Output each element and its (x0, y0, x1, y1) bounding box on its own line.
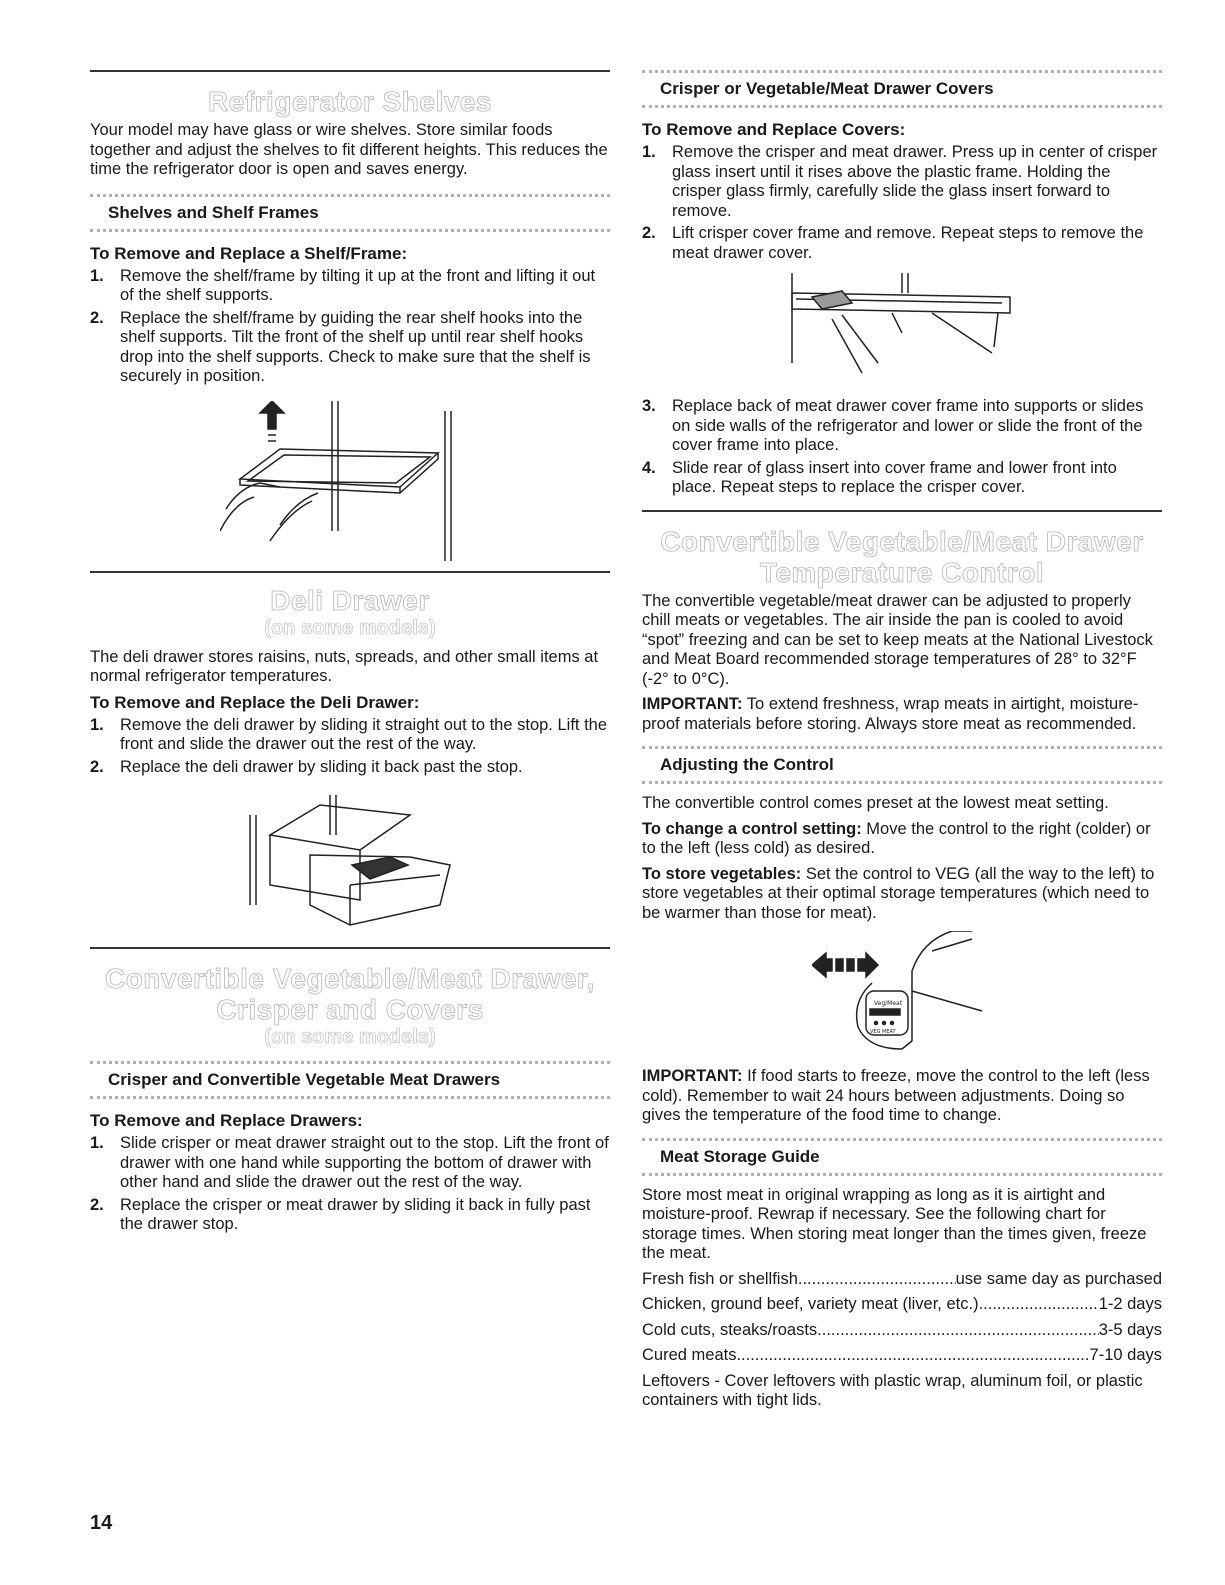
temperature-control-title-2: Temperature Control (759, 556, 1045, 588)
table-row: Cured meats ..... 7-10 days (642, 1346, 1162, 1366)
important-note-1: IMPORTANT: To extend freshness, wrap meats in airtight, moisture-proof materials before storing. Always store meat as recommended. (642, 695, 1139, 733)
meat-storage-chart (642, 1270, 1162, 1366)
cover-removal-illustration (782, 273, 1022, 383)
table-row: Cold cuts, steaks/roasts ..... 3-5 days (642, 1321, 1162, 1341)
deli-intro: The deli drawer stores raisins, nuts, spreads, and other small items at normal refrigerator temperatures. (90, 647, 599, 685)
section-rule (90, 947, 610, 949)
list-item: 2. Lift crisper cover frame and remove. Repeat steps to remove the meat drawer cover. (642, 224, 1144, 262)
list-item: 1. Slide crisper or meat drawer straight out to the stop. Lift the front of drawer with one hand while supporting the bottom of drawer with other hand and slide the drawer out the rest of the way. (90, 1134, 609, 1191)
table-row: Chicken, ground beef, variety meat (liver, etc.) ..... 1-2 days (642, 1295, 1162, 1315)
shelves-intro: Your model may have glass or wire shelves. Store similar foods together and adjust the shelves to fit different heights. This reduces the time the refrigerator door is open and saves energy. (90, 121, 608, 178)
section-rule (90, 571, 610, 573)
list-item: 1. Remove the deli drawer by sliding it straight out to the stop. Lift the front and slide the drawer out the rest of the way. (90, 715, 608, 753)
table-row: Fresh fish or shellfish ..... use same day as purchased (642, 1270, 1162, 1290)
shelf-remove-heading: To Remove and Replace a Shelf/Frame: (90, 243, 408, 263)
change-setting-note: To change a control setting: Move the control to the right (colder) or to the left (less cold) as desired. (642, 819, 1151, 857)
shelf-steps-list (90, 267, 610, 387)
meat-intro: Store most meat in original wrapping as long as it is airtight and moisture-proof. Rewrap if necessary. See the following chart for storage times. When storing meat longer than the times given, freeze the meat. (642, 1185, 1147, 1262)
list-item: 4. Slide rear of glass insert into cover frame and lower front into place. Repeat steps to replace the crisper cover. (642, 458, 1117, 496)
convertible-drawer-title-1: Convertible Vegetable/Meat Drawer, (104, 963, 596, 994)
adjusting-control-subhead: Adjusting the Control (642, 746, 1162, 784)
shelves-and-frames-subhead: Shelves and Shelf Frames (90, 194, 610, 232)
convertible-drawer-subtitle: (on some models) (264, 1026, 436, 1048)
cover-steps-list-a (642, 143, 1162, 263)
leftovers-note: Leftovers - Cover leftovers with plastic wrap, aluminum foil, or plastic containers with tight lids. (642, 1371, 1143, 1409)
meat-storage-subhead: Meat Storage Guide (642, 1138, 1162, 1176)
covers-subhead: Crisper or Vegetable/Meat Drawer Covers (642, 70, 1162, 108)
deli-heading: To Remove and Replace the Deli Drawer: (90, 692, 420, 712)
svg-text:VEG MEAT: VEG MEAT (870, 1029, 896, 1035)
list-item: 3. Replace back of meat drawer cover frame into supports or slides on side walls of the refrigerator and lower or slide the front of the cover frame into place. (642, 397, 1144, 454)
deli-steps-list (90, 716, 610, 778)
cover-steps-list-b (642, 397, 1162, 498)
right-column (642, 70, 1162, 1411)
section-rule (90, 70, 610, 72)
important-note-2: IMPORTANT: If food starts to freeze, move the control to the left (less cold). Remember to wait 24 hours between adjustments. Doing so gives the temperature of the food time to change. (642, 1067, 1150, 1124)
shelf-removal-illustration (220, 401, 480, 561)
adjust-intro: The convertible control comes preset at the lowest meat setting. (642, 794, 1109, 812)
page-number: 14 (90, 1512, 113, 1534)
temperature-control-title-1: Convertible Vegetable/Meat Drawer (660, 525, 1144, 557)
svg-text:Veg/Meat: Veg/Meat (874, 1000, 903, 1007)
drawer-steps-list (90, 1134, 610, 1235)
section-rule (642, 510, 1162, 512)
refrigerator-shelves-title: Refrigerator Shelves (208, 86, 492, 117)
temperature-control-illustration (812, 931, 992, 1061)
list-item: 1. Remove the crisper and meat drawer. Press up in center of crisper glass insert until it rises above the plastic frame. Holding the crisper glass firmly, carefully slide the glass insert forward to remove. (642, 143, 1158, 220)
drawers-heading: To Remove and Replace Drawers: (90, 1111, 363, 1130)
list-item: 2. Replace the crisper or meat drawer by sliding it back in fully past the drawer stop. (90, 1195, 591, 1233)
list-item: 2. Replace the shelf/frame by guiding the rear shelf hooks into the shelf supports. Tilt the front of the shelf up until rear shelf hooks drop into the shelf supports. Check to make sure that the shelf is securely in position. (90, 308, 591, 385)
deli-drawer-subtitle: (on some models) (264, 616, 436, 639)
store-vegetables-note: To store vegetables: Set the control to VEG (all the way to the left) to store vegetables at their optimal storage temperatures (which need to be warmer than those for meat). (642, 864, 1155, 922)
deli-drawer-title: Deli Drawer (270, 584, 430, 616)
covers-heading: To Remove and Replace Covers: (642, 120, 906, 139)
convertible-drawer-title-2: Crisper and Covers (216, 994, 484, 1025)
deli-drawer-illustration (240, 795, 460, 935)
list-item: 1. Remove the shelf/frame by tilting it up at the front and lifting it out of the shelf supports. (90, 266, 596, 304)
crisper-drawers-subhead: Crisper and Convertible Vegetable Meat Drawers (90, 1061, 610, 1099)
list-item: 2. Replace the deli drawer by sliding it back past the stop. (90, 757, 523, 776)
left-column (90, 70, 610, 1235)
temp-intro: The convertible vegetable/meat drawer can be adjusted to properly chill meats or vegetables. The air inside the pan is cooled to avoid “spot” freezing and can be set to keep meats at the National Livestock and Meat Board recommended storage temperatures of 28° to 32°F (-2° to 0°C). (642, 591, 1153, 688)
